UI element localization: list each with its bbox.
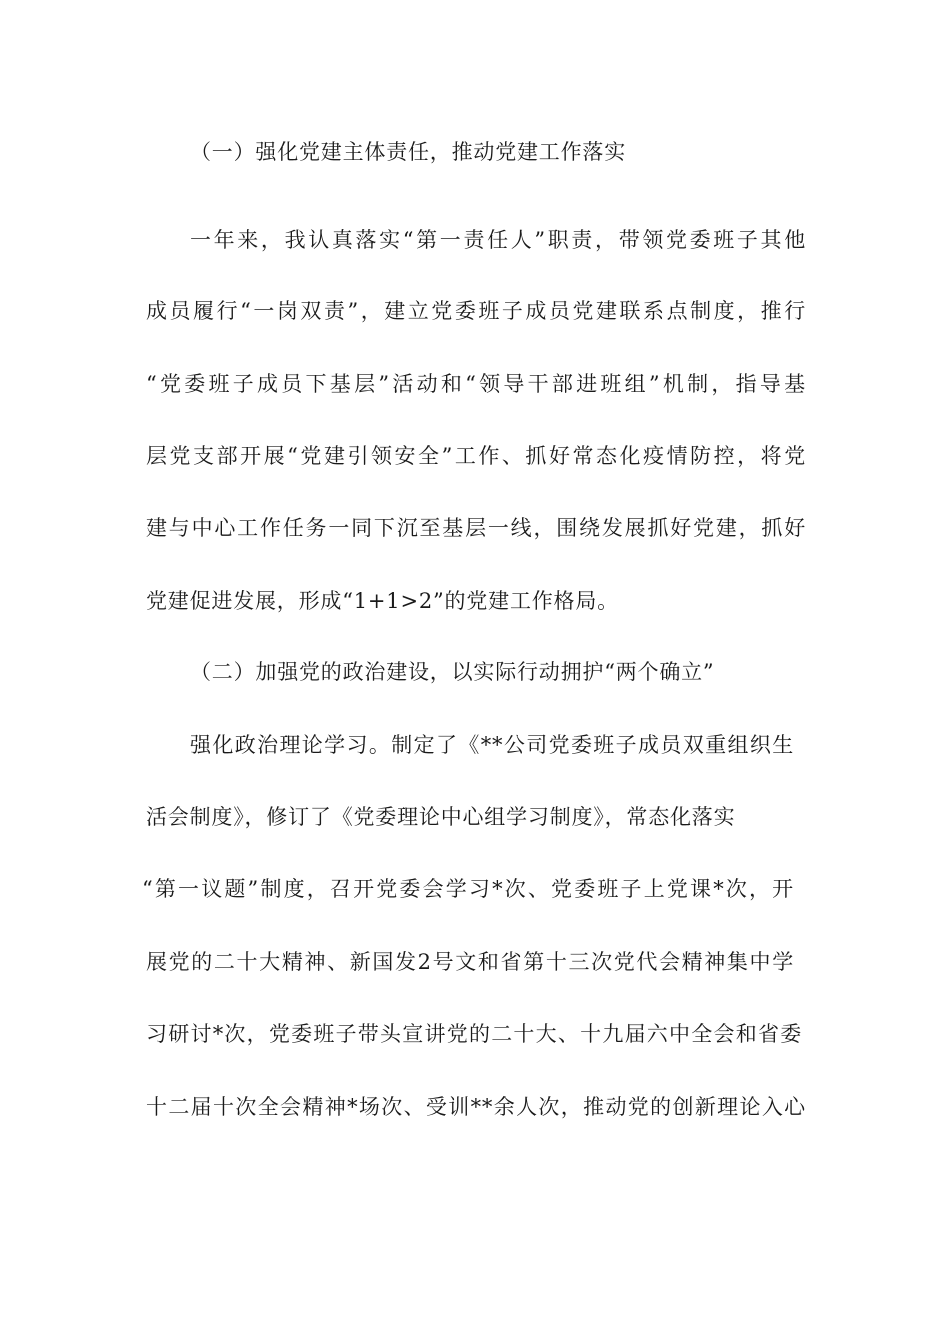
paragraph-line: 建与中心工作任务一同下沉至基层一线，围绕发展抓好党建，抓好 <box>146 516 806 540</box>
paragraph-line: “党委班子成员下基层”活动和“领导干部进班组”机制，指导基 <box>146 372 806 396</box>
paragraph-line: “第一议题”制度，召开党委会学习*次、党委班子上党课*次，开 <box>142 877 794 901</box>
paragraph-line: 十二届十次全会精神*场次、受训**余人次，推动党的创新理论入心 <box>146 1095 806 1119</box>
section-heading-2: （二）加强党的政治建设，以实际行动拥护“两个确立” <box>190 660 715 684</box>
paragraph-line: 层党支部开展“党建引领安全”工作、抓好常态化疫情防控，将党 <box>146 444 806 468</box>
paragraph-line: 成员履行“一岗双责”，建立党委班子成员党建联系点制度，推行 <box>146 299 806 323</box>
paragraph-line: 一年来，我认真落实“第一责任人”职责，带领党委班子其他 <box>190 228 806 252</box>
paragraph-line: 党建促进发展，形成“1+1>2”的党建工作格局。 <box>146 589 619 613</box>
paragraph-line: 习研讨*次，党委班子带头宣讲党的二十大、十九届六中全会和省委 <box>146 1022 802 1046</box>
paragraph-line: 活会制度》，修订了《党委理论中心组学习制度》，常态化落实 <box>146 805 736 829</box>
section-heading-1: （一）强化党建主体责任，推动党建工作落实 <box>190 140 626 164</box>
paragraph-line: 强化政治理论学习。制定了《**公司党委班子成员双重组织生 <box>190 733 794 757</box>
paragraph-line: 展党的二十大精神、新国发2号文和省第十三次党代会精神集中学 <box>146 950 794 974</box>
